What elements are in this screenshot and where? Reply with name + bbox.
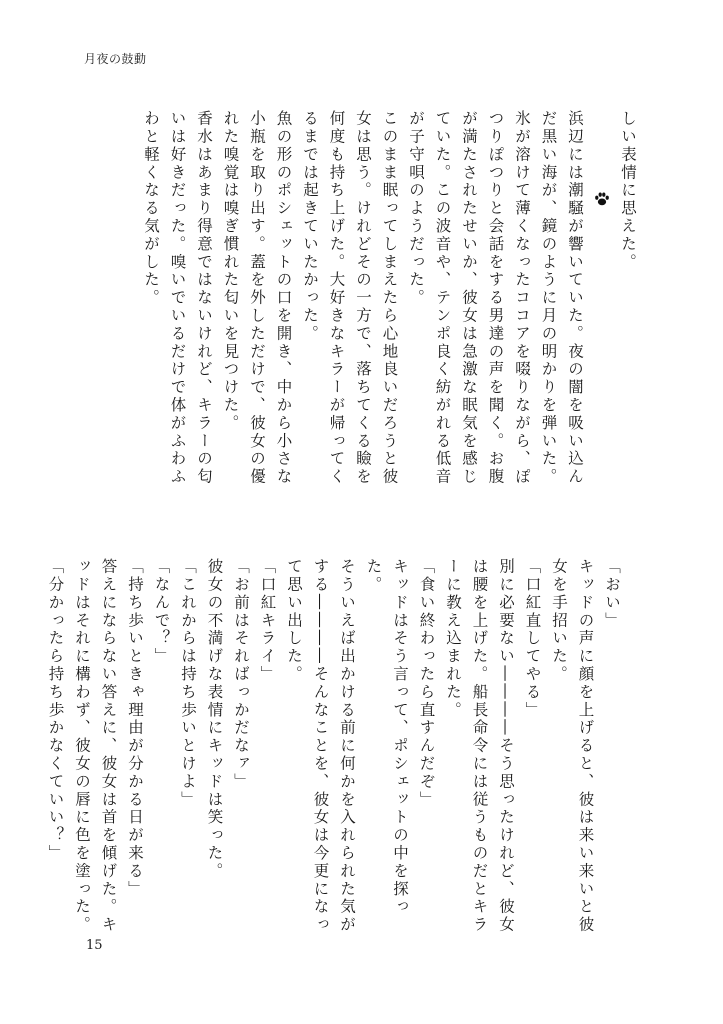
text-block-top (81, 110, 641, 490)
paragraph: 「おい」 (603, 558, 621, 630)
paragraph: キッドはそう言って、ポシェットの中を探った。 (364, 558, 409, 916)
paragraph: 「持ち歩いときゃ理由が分かる日が来る」 (126, 558, 144, 899)
paragraph: 「なんで？」 (152, 558, 171, 666)
paragraph: 氷が溶けて薄くなったココアを啜りながら、ぽつりぽつりと会話をする男達の声を聞く。お腹が満たされたせいか、彼女は急激な眠気を感じていた。この波音や、テンポ良く紡がれる低音が子守唄のようだった。 (407, 110, 531, 486)
paragraph: 「口紅直してやる」 (523, 558, 542, 720)
paragraph: 答えにならない答えに、彼女は首を傾げた。キッドはそれに構わず、彼女の唇に色を塗った。 (73, 558, 118, 934)
paragraph: 「食い終わったら直すんだぞ」 (417, 558, 436, 809)
paragraph: 「これからは持ち歩いとけよ」 (179, 558, 197, 809)
text-block-bottom (46, 558, 625, 938)
paw-icon (589, 186, 615, 212)
page-number: 15 (86, 938, 103, 953)
paragraph: 魚の形のポシェットの口を開き、中から小さな小瓶を取り出す。蓋を外しただけで、彼女の優れた嗅覚は嗅ぎ慣れた匂いを見つけた。 (221, 110, 293, 486)
paragraph: しい表情に思えた。 (619, 110, 637, 272)
paragraph: そういえば出かける前に何かを入れられた気がする――――そんなことを、彼女は今更になって思い出した。 (285, 558, 356, 934)
paragraph: キッドの声に顔を上げると、彼は来い来いと彼女を手招いた。 (550, 558, 595, 934)
paragraph: 「お前はそればっかだなァ」 (232, 558, 250, 791)
paragraph: このまま眠ってしまえたら心地良いだろうと彼女は思う。けれどその一方で、落ちてくる瞼を何度も持ち上げた。大好きなキラーが帰ってくるまでは起きていたかった。 (301, 110, 399, 486)
paragraph: 浜辺には潮騒が響いていた。夜の闇を吸い込んだ黒い海が、鏡のように月の明かりを弾いた。 (539, 110, 584, 486)
running-head: 月夜の鼓動 (84, 52, 147, 66)
paragraph: 「分かったら持ち歩かなくていい？」 (46, 558, 65, 863)
scene-break (588, 110, 615, 490)
paragraph: 別に必要ない――――そう思ったけれど、彼女は腰を上げた。船長命令には従うものだとキラーに教え込まれた。 (444, 558, 515, 934)
paragraph: 香水はあまり得意ではないけれど、キラーの匂いは好きだった。嗅いでいるだけで体がふわふわと軽くなる気がした。 (142, 110, 213, 486)
paragraph: 彼女の不満げな表情にキッドは笑った。 (205, 558, 224, 881)
paragraph: 「口紅キライ」 (258, 558, 277, 684)
